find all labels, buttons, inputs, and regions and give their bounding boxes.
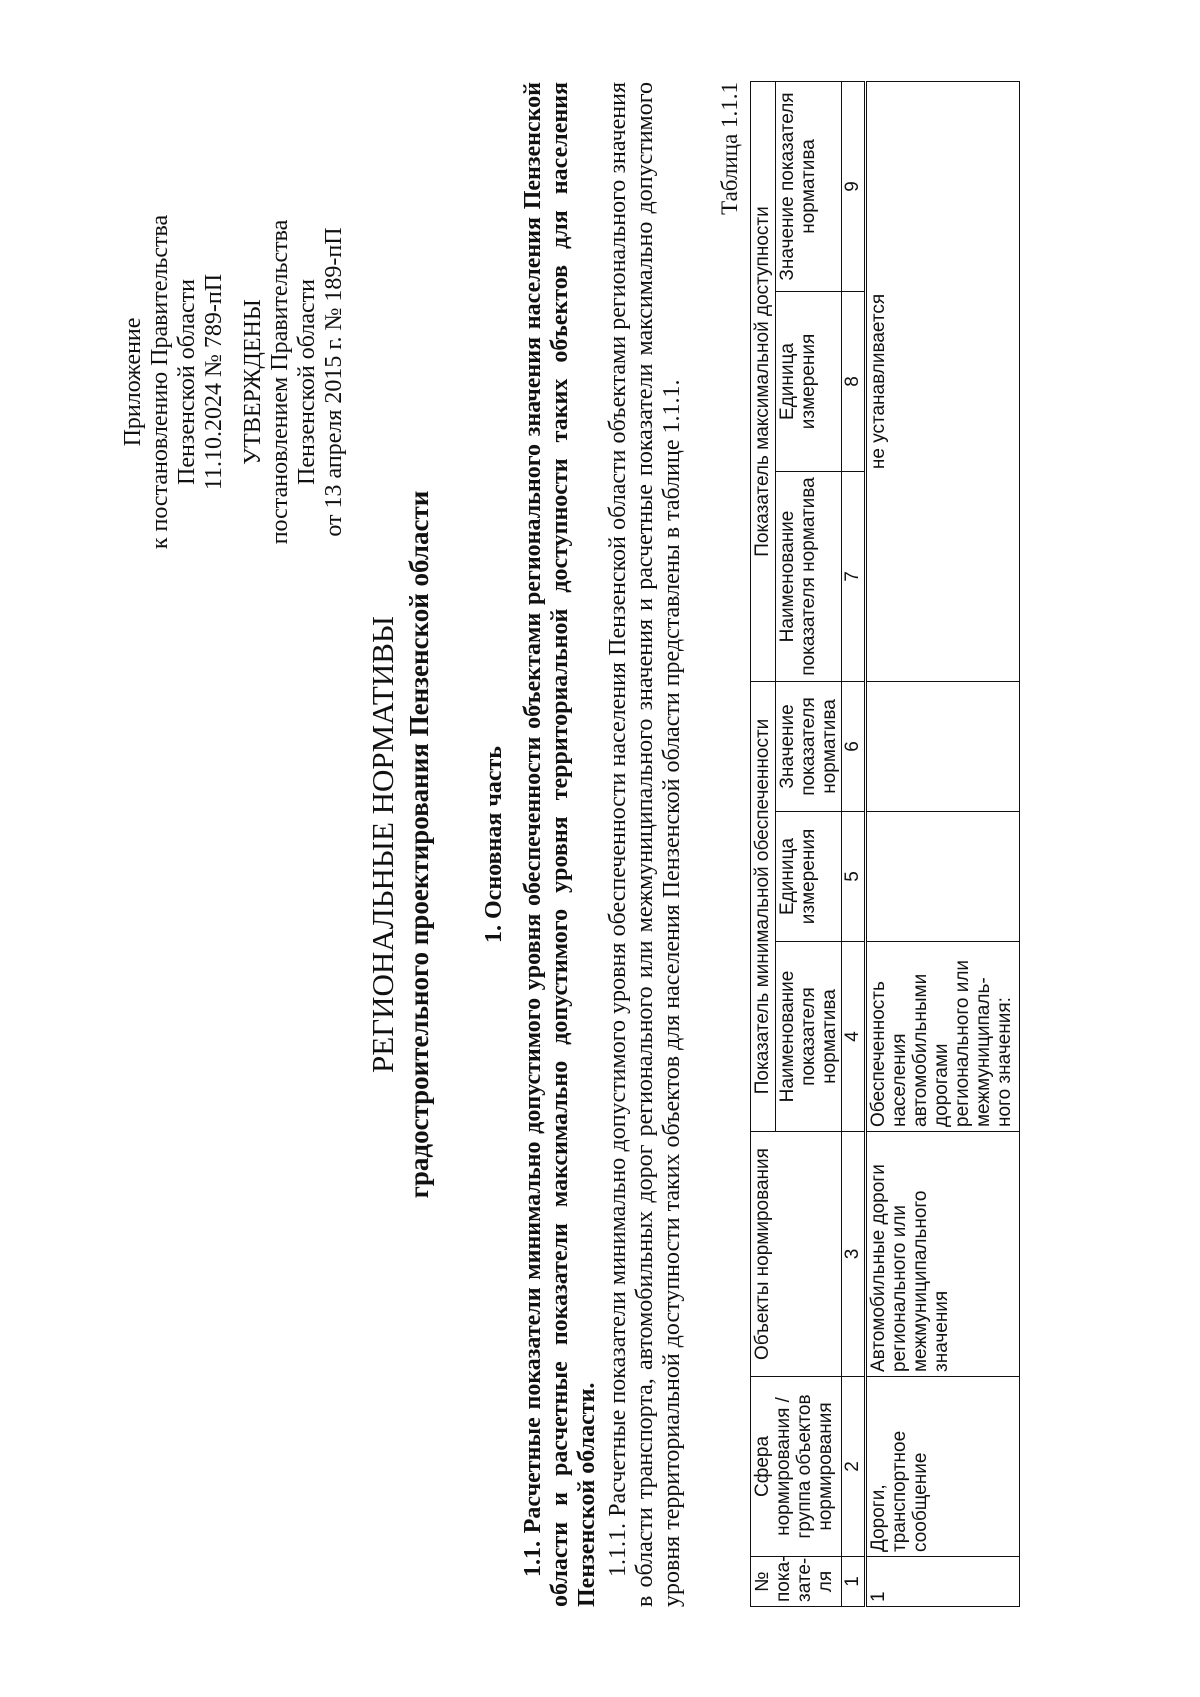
- table-row: [866, 81, 1020, 1606]
- approval-line: Пензенской области: [294, 279, 320, 485]
- header-max-value: Значение показателя норматива: [776, 81, 842, 291]
- appendix-line: к постановлению Правительства: [147, 214, 173, 550]
- header-sphere: Сфера нормирования / группа объектов нормирования: [751, 1377, 842, 1557]
- column-number: 4: [842, 942, 866, 1132]
- header-min-name: Наименование показателя норматива: [776, 942, 842, 1132]
- header-max-unit: Единица измерения: [776, 291, 842, 471]
- approval-line: УТВЕРЖДЕНЫ: [240, 299, 266, 465]
- part-title: 1. Основная часть: [481, 746, 507, 943]
- row-sphere: Дороги, транспортное сообщение: [866, 1377, 1020, 1557]
- approval-block: [240, 122, 348, 642]
- column-number: 3: [842, 1132, 866, 1377]
- row-number: 1: [866, 1557, 1020, 1607]
- column-number: 7: [842, 471, 866, 681]
- row-min-name: Обеспеченность населения автомобильными дорогами регионального или межмуниципаль-ного значения:: [866, 942, 1020, 1132]
- column-number: 6: [842, 681, 866, 811]
- table-header-row: [751, 81, 776, 1606]
- column-number: 1: [842, 1557, 866, 1607]
- column-number: 8: [842, 291, 866, 471]
- approval-line: постановлением Правительства: [267, 219, 293, 545]
- norms-table: [750, 81, 1020, 1607]
- appendix-line: 11.10.2024 № 789-пП: [201, 273, 227, 491]
- document-subtitle: градостроительного проектирования Пензенской области: [404, 490, 434, 1199]
- column-number: 5: [842, 812, 866, 942]
- header-max-name: Наименование показателя норматива: [776, 471, 842, 681]
- column-numbers-row: [842, 81, 866, 1606]
- appendix-line: Приложение: [120, 317, 146, 447]
- approval-line: от 13 апреля 2015 г. № 189-пП: [321, 227, 347, 537]
- header-objects: Объекты нормирования: [751, 1132, 842, 1377]
- header-max-accessibility-group: Показатель максимальной доступности: [751, 81, 776, 681]
- row-min-value: [866, 681, 1020, 811]
- appendix-line: Пензенской области: [174, 279, 200, 485]
- row-objects: Автомобильные дороги регионального или межмуниципального значения: [866, 1132, 1020, 1377]
- appendix-block: [120, 122, 228, 642]
- row-max-value: не устанавливается: [866, 81, 1020, 681]
- column-number: 2: [842, 1377, 866, 1557]
- row-min-unit: [866, 812, 1020, 942]
- section-heading: 1.1. Расчетные показатели минимально допустимого уровня обеспеченности объектами регионального значения населения Пензенской области и расчетные показатели максимально допустимого уровня территориальной доступности таких объектов для населения Пензенской области.: [520, 82, 600, 1607]
- body-paragraph: 1.1.1. Расчетные показатели минимально допустимого уровня обеспеченности населения Пензенской области объектами регионального значения в области транспорта, автомобильных дорог регионального или межмуниципального значения и расчетные показатели максимально допустимого уровня территориальной доступности таких объектов для населения Пензенской области представлены в таблице 1.1.1.: [605, 82, 685, 1607]
- header-indicator-number: № пока-зате-ля: [751, 1557, 842, 1607]
- table-caption: Таблица 1.1.1: [717, 82, 742, 215]
- document-title: РЕГИОНАЛЬНЫЕ НОРМАТИВЫ: [365, 616, 400, 1073]
- header-min-provision-group: Показатель минимальной обеспеченности: [751, 681, 776, 1131]
- header-min-unit: Единица измерения: [776, 812, 842, 942]
- column-number: 9: [842, 81, 866, 291]
- header-min-value: Значение показателя норматива: [776, 681, 842, 811]
